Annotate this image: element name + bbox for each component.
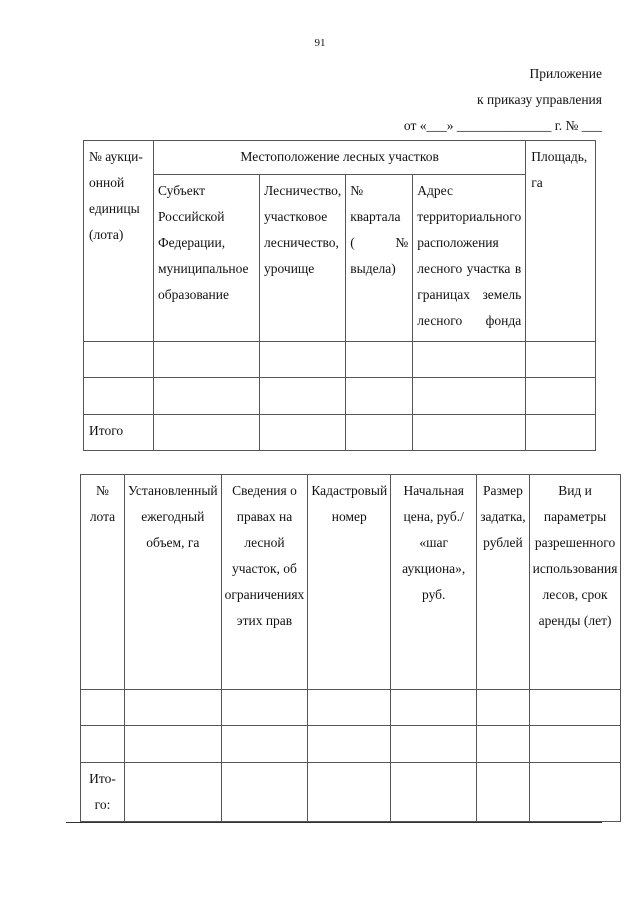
empty-cell (346, 378, 413, 415)
header-cadastral-number-text: Кадастровый номер (311, 483, 388, 524)
header-initial-price-text: Начальная цена, руб./ «шаг аукциона», руб. (402, 483, 466, 602)
total-row (84, 415, 596, 451)
empty-cell (308, 690, 391, 726)
header-lot (81, 475, 125, 690)
empty-cell (260, 342, 346, 378)
empty-cell (81, 726, 125, 763)
empty-cell (221, 726, 308, 763)
empty-cell (308, 763, 391, 822)
header-deposit (477, 475, 529, 690)
header-initial-price (391, 475, 477, 690)
header-rights-info (221, 475, 308, 690)
empty-cell (260, 415, 346, 451)
header-quarter (346, 175, 413, 342)
empty-cell (413, 378, 526, 415)
total-label: Итого (89, 423, 124, 438)
header-usage-type (529, 475, 621, 690)
total-label-cell (81, 763, 125, 822)
empty-cell (526, 342, 596, 378)
empty-cell (529, 690, 621, 726)
empty-cell (84, 342, 154, 378)
empty-cell (260, 378, 346, 415)
empty-cell (526, 415, 596, 451)
empty-cell (84, 378, 154, 415)
bottom-rule (66, 822, 602, 823)
total-label-cell (84, 415, 154, 451)
total-label: Ито-го: (89, 771, 116, 812)
empty-cell (391, 763, 477, 822)
appendix-subtitle: к приказу управления (477, 92, 602, 107)
header-cadastral-number (308, 475, 391, 690)
header-subject (154, 175, 260, 342)
header-annual-volume (125, 475, 222, 690)
header-location-group-text: Местоположение лесных участков (240, 149, 439, 164)
header-lot-number-text: № аукци-онной единицы (лота) (89, 149, 143, 242)
empty-cell (221, 690, 308, 726)
empty-cell (391, 690, 477, 726)
header-lot-number (84, 141, 154, 342)
empty-cell (221, 763, 308, 822)
empty-cell (154, 415, 260, 451)
empty-cell (154, 378, 260, 415)
lots-location-table (83, 140, 596, 451)
empty-cell (529, 726, 621, 763)
table-row (81, 690, 621, 726)
header-location-group (154, 141, 526, 175)
order-date-number-line: от «___» ______________ г. № ___ (403, 118, 602, 133)
empty-cell (346, 415, 413, 451)
empty-cell (526, 378, 596, 415)
table-row (84, 378, 596, 415)
header-quarter-text: № квартала (№ выдела) (350, 183, 409, 276)
appendix-title: Приложение (529, 66, 602, 81)
empty-cell (125, 726, 222, 763)
header-subject-text: Субъект Российской Федерации, муниципальное образование (158, 183, 249, 302)
empty-cell (391, 726, 477, 763)
empty-cell (346, 342, 413, 378)
empty-cell (154, 342, 260, 378)
header-annual-volume-text: Установленный ежегодный объем, га (128, 483, 218, 550)
empty-cell (477, 726, 529, 763)
empty-cell (81, 690, 125, 726)
empty-cell (413, 415, 526, 451)
header-area-text: Площадь, га (531, 149, 588, 190)
empty-cell (529, 763, 621, 822)
table-row (81, 726, 621, 763)
header-forestry-text: Лесничество, участковое лесничество, урочище (264, 183, 342, 276)
header-forestry (260, 175, 346, 342)
empty-cell (413, 342, 526, 378)
empty-cell (477, 763, 529, 822)
header-usage-type-text: Вид и параметры разрешенного использования лесов, срок аренды (лет) (532, 483, 618, 628)
header-address-text: Адрес территориального расположения лесного участка в границах земель лесного фонда (417, 183, 522, 328)
empty-cell (125, 763, 222, 822)
header-address (413, 175, 526, 342)
table-row (84, 342, 596, 378)
header-deposit-text: Размер задатка, рублей (480, 483, 526, 550)
header-lot-text: № лота (89, 483, 116, 524)
lots-details-table (80, 474, 621, 822)
header-rights-info-text: Сведения о правах на лесной участок, об ограничениях этих прав (224, 483, 305, 628)
empty-cell (308, 726, 391, 763)
empty-cell (125, 690, 222, 726)
total-row (81, 763, 621, 822)
page-number: 91 (314, 37, 326, 49)
header-area (526, 141, 596, 342)
empty-cell (477, 690, 529, 726)
